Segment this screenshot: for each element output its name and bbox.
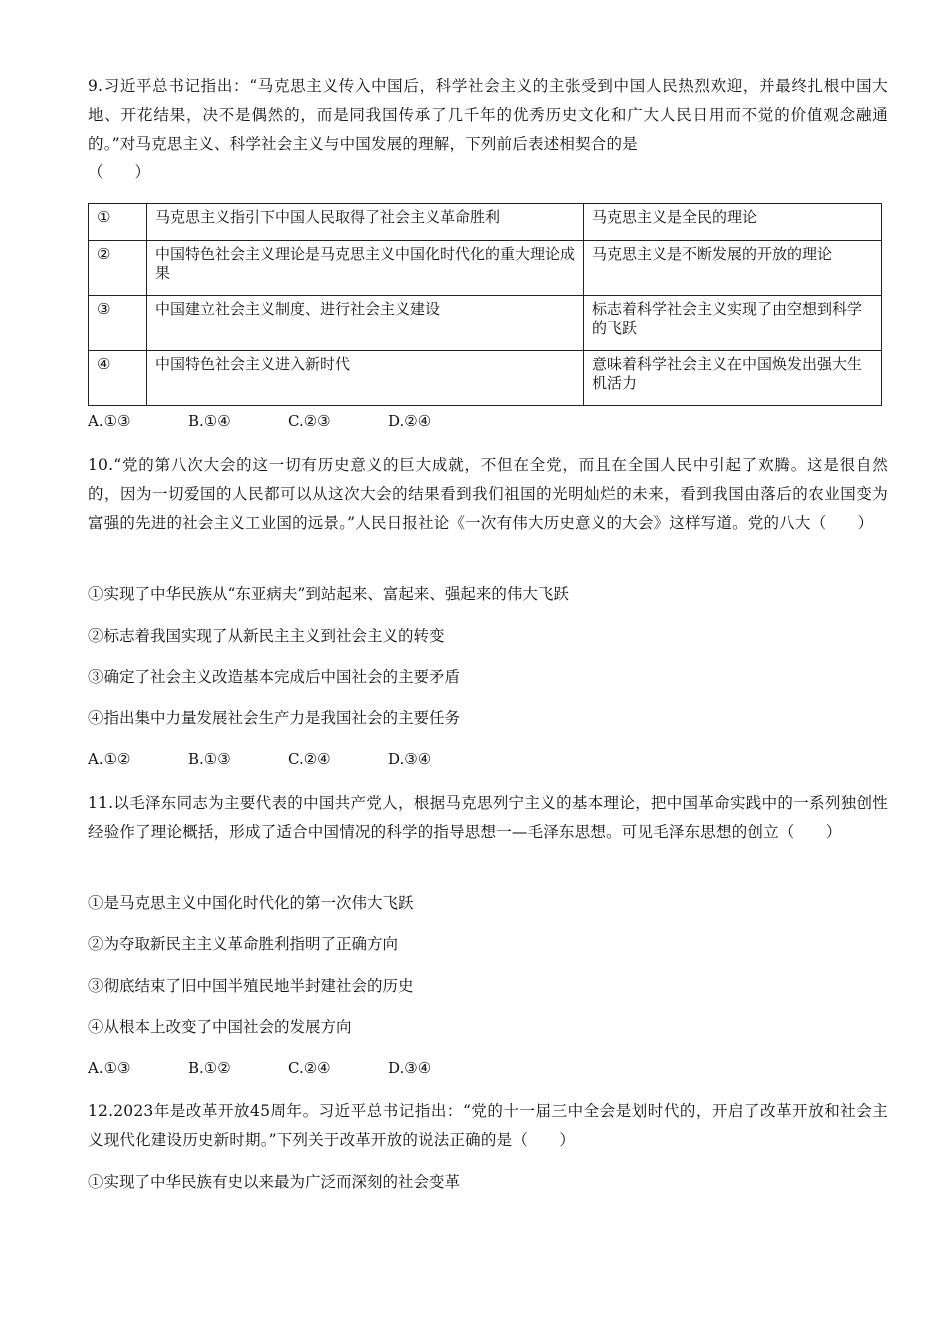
table-cell-num: ① [89,204,147,241]
question-9-answer-paren: （ ） [88,163,151,181]
question-11-item-1: ①是马克思主义中国化时代化的第一次伟大飞跃 [88,894,414,912]
choice-a: A.①③ [88,412,131,430]
choice-d: D.②④ [388,412,432,430]
question-12-stem: 12.2023年是改革开放45周年。习近平总书记指出：“党的十一届三中全会是划时代的，开启了改革开放和社会主义现代化建设历史新时期。”下列关于改革开放的说法正确的是（ ） [88,1102,888,1149]
choice-b: B.①③ [188,750,231,768]
question-11-choices [88,1059,488,1077]
choice-c: C.②③ [288,412,331,430]
table-cell-right: 意味着科学社会主义在中国焕发出强大生机活力 [584,351,882,406]
question-9-choices [88,412,488,430]
table-cell-left: 中国特色社会主义理论是马克思主义中国化时代化的重大理论成果 [147,241,584,296]
table-cell-right: 马克思主义是不断发展的开放的理论 [584,241,882,296]
table-cell-num: ③ [89,296,147,351]
table-row [89,241,882,296]
table-cell-right: 马克思主义是全民的理论 [584,204,882,241]
choice-a: A.①③ [88,1059,131,1077]
question-9-stem: 9.习近平总书记指出：“马克思主义传入中国后，科学社会主义的主张受到中国人民热烈欢迎，并最终扎根中国大地、开花结果，决不是偶然的，而是同我国传承了几千年的优秀历史文化和广大人民日用而不觉的价值观念融通的。”对马克思主义、科学社会主义与中国发展的理解，下列前后表述相契合的是 [88,77,888,153]
question-11-item-4: ④从根本上改变了中国社会的发展方向 [88,1018,352,1036]
table-cell-right: 标志着科学社会主义实现了由空想到科学的飞跃 [584,296,882,351]
choice-d: D.③④ [388,750,432,768]
choice-b: B.①② [188,1059,231,1077]
question-12-item-1: ①实现了中华民族有史以来最为广泛而深刻的社会变革 [88,1173,461,1191]
question-10-item-2: ②标志着我国实现了从新民主主义到社会主义的转变 [88,627,445,645]
question-10-choices [88,750,488,768]
question-11-item-2: ②为夺取新民主主义革命胜利指明了正确方向 [88,935,399,953]
choice-d: D.③④ [388,1059,432,1077]
table-row [89,351,882,406]
question-10-item-1: ①实现了中华民族从“东亚病夫”到站起来、富起来、强起来的伟大飞跃 [88,585,569,603]
choice-c: C.②④ [288,750,331,768]
choice-c: C.②④ [288,1059,331,1077]
question-10-item-3: ③确定了社会主义改造基本完成后中国社会的主要矛盾 [88,668,461,686]
table-cell-num: ④ [89,351,147,406]
table-cell-left: 马克思主义指引下中国人民取得了社会主义革命胜利 [147,204,584,241]
table-cell-left: 中国特色社会主义进入新时代 [147,351,584,406]
question-11-item-3: ③彻底结束了旧中国半殖民地半封建社会的历史 [88,977,414,995]
table-row [89,296,882,351]
question-10-item-4: ④指出集中力量发展社会生产力是我国社会的主要任务 [88,709,461,727]
table-cell-left: 中国建立社会主义制度、进行社会主义建设 [147,296,584,351]
choice-a: A.①② [88,750,131,768]
question-11-stem: 11.以毛泽东同志为主要代表的中国共产党人，根据马克思列宁主义的基本理论，把中国革命实践中的一系列独创性经验作了理论概括，形成了适合中国情况的科学的指导思想一—毛泽东思想。可见毛泽东思想的创立（ ） [88,794,888,841]
choice-b: B.①④ [188,412,231,430]
question-10-stem: 10.“党的第八次大会的这一切有历史意义的巨大成就，不但在全党，而且在全国人民中引起了欢腾。这是很自然的，因为一切爱国的人民都可以从这次大会的结果看到我们祖国的光明灿烂的未来，看到我国由落后的农业国变为富强的先进的社会主义工业国的远景。”人民日报社论《一次有伟大历史意义的大会》这样写道。党的八大（ ） [88,456,888,532]
question-9-table [88,203,882,406]
table-row [89,204,882,241]
table-cell-num: ② [89,241,147,296]
